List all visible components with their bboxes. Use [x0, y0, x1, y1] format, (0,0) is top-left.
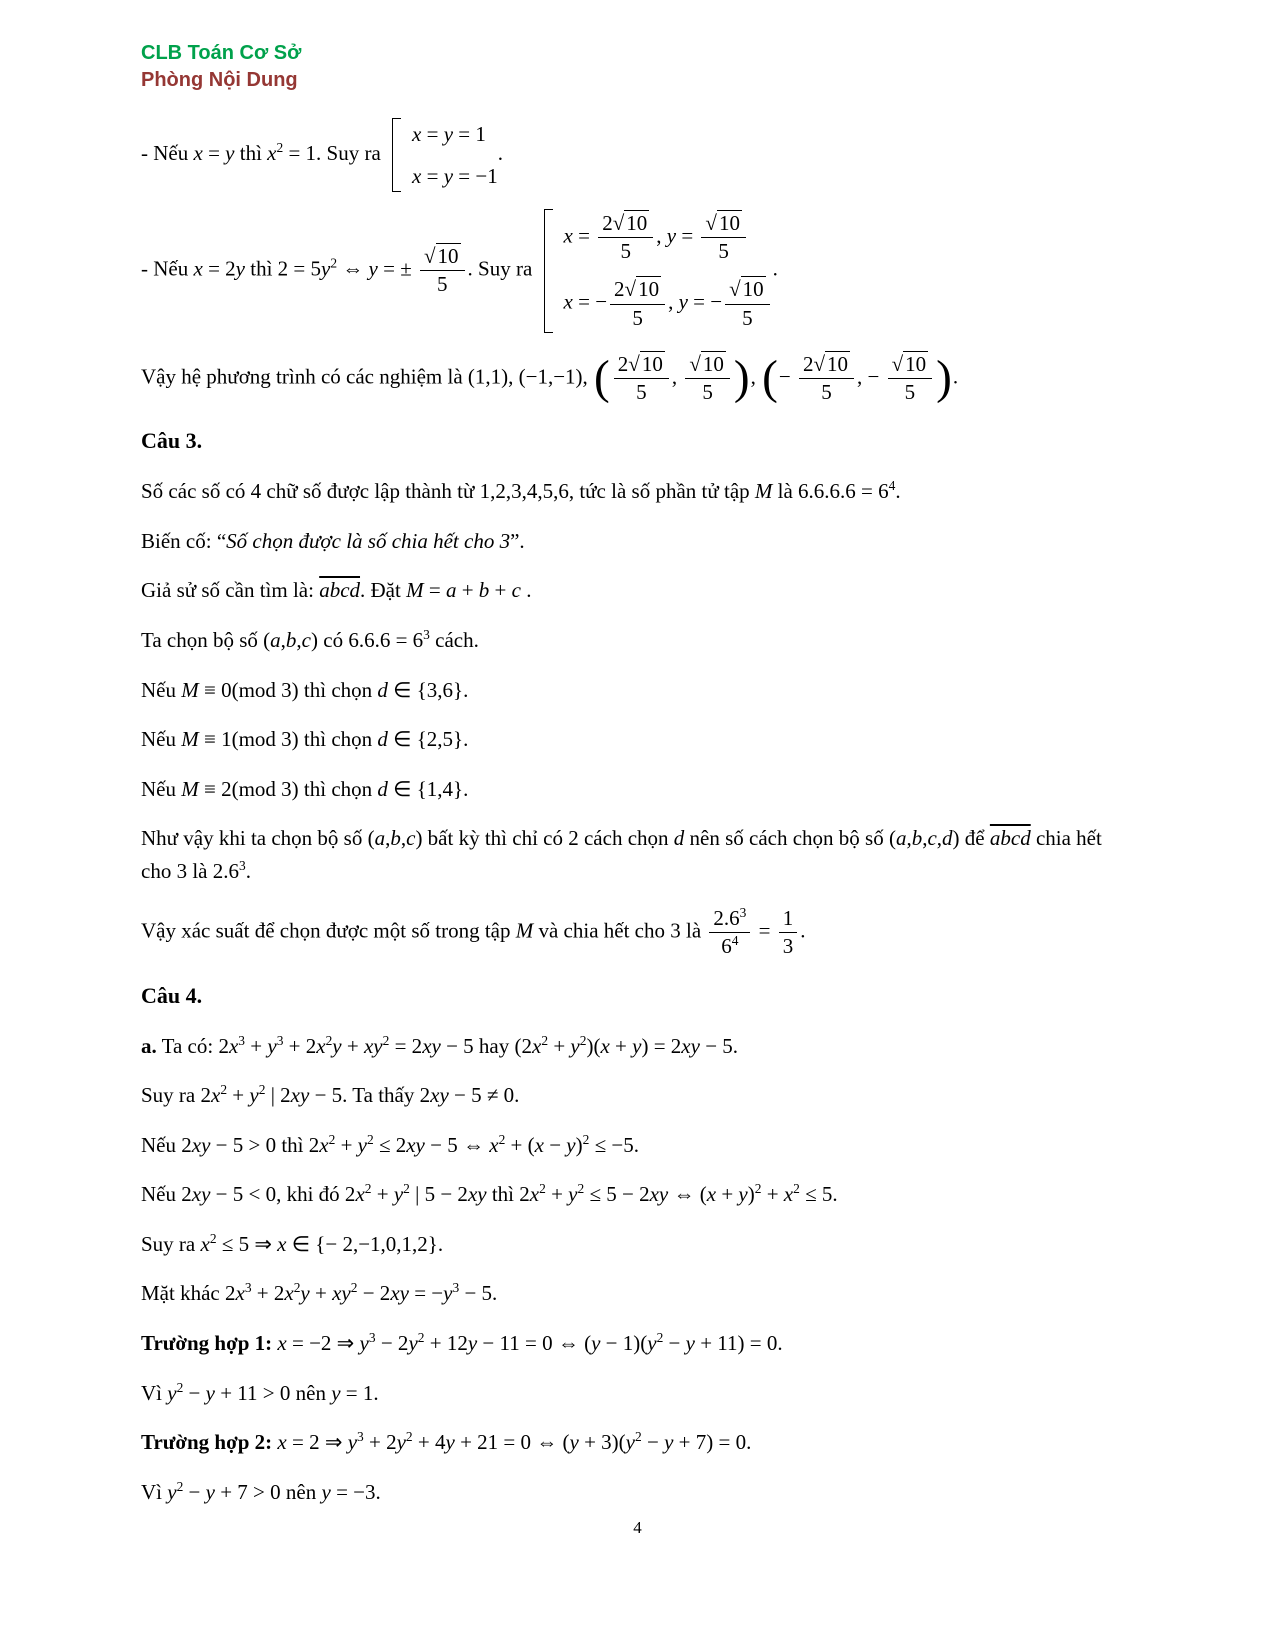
q3-count-line: Số các số có 4 chữ số được lập thành từ 1,2,3,4,5,6, tức là số phần tử tập M là $6.6.6.6 = 6^4$. — [141, 478, 901, 504]
document-body — [141, 118, 1137, 1508]
header — [141, 40, 1137, 94]
solution-case-x-eq-y: - Nếu x = y thì $x^2 = 1$. Suy ra x = y = 1 x = y = −1 . — [141, 118, 1137, 192]
solution-case-x-eq-2y: - Nếu x = 2y thì $2 = 5y^2$ ⇔ y = ± $\frac{√10}{5}$ . Suy ra x = $\frac{2√10}{5}$ , y = $\frac{√10}{5}$ x = − $\frac{2√10}{5}$ , y = − $\frac{√10}{5}$ . — [141, 209, 1137, 333]
question-3-heading: Câu 3. — [141, 428, 203, 454]
q3-probability-line: Vậy xác suất để chọn được một số trong tập M và chia hết cho 3 là $\frac{2.6^3}{6^4}$ = $\frac{1}{3}$ . — [141, 905, 806, 959]
q3-choose-abc-line: Ta chọn bộ số (a,b,c) có $6.6.6 = 6^3$ cách. — [141, 626, 479, 652]
q4-divides-line: Suy ra $2x^2 + y^2$ | 2xy − 5. Ta thấy 2xy − 5 ≠ 0. — [141, 1082, 520, 1108]
q4-case-positive-line: Nếu 2xy − 5 > 0 thì $2x^2 + y^2 \le 2xy - 5$ ⇔ $x^2 + (x - y)^2 \le -5$. — [141, 1131, 639, 1157]
header-org: CLB Toán Cơ Sở — [141, 42, 302, 64]
header-dept: Phòng Nội Dung — [141, 69, 298, 91]
q3-setup-line: Giả sử số cần tìm là: abcd. Đặt M = a + b + c . — [141, 578, 532, 603]
q3-mod1-line: Nếu M ≡ 1(mod 3) thì chọn d ∈ {2,5}. — [141, 727, 469, 752]
q3-mod2-line: Nếu M ≡ 2(mod 3) thì chọn d ∈ {1,4}. — [141, 776, 469, 801]
q4-case-1-line: Trường hợp 1: x = −2 ⇒ $y^3 - 2y^2 + 12y - 11 = 0$ ⇔ $(y - 1)(y^2 - y + 11) = 0$. — [141, 1329, 783, 1355]
page-number: 4 — [633, 1518, 642, 1537]
question-4-heading: Câu 4. — [141, 982, 203, 1008]
q4-x-range-line: Suy ra $x^2 \le 5$ ⇒ x ∈ {− 2,−1,0,1,2}. — [141, 1230, 444, 1256]
q3-count-divisible-line: Như vậy khi ta chọn bộ số (a,b,c) bất kỳ thì chỉ có 2 cách chọn d nên số cách chọn bộ số (a,b,c,d) để abcd chia hết cho 3 là $2.6^3$. — [141, 826, 1102, 883]
q4-case-negative-line: Nếu 2xy − 5 < 0, khi đó $2x^2 + y^2$ | 5 − 2xy thì $2x^2 + y^2 \le 5 - 2xy$ ⇔ $(x + y)^2 + x^2 \le 5$. — [141, 1181, 838, 1207]
solution-conclusion-system: Vậy hệ phương trình có các nghiệm là (1,1), (−1,−1), ( $\frac{2√10}{5}$ , $\frac{√10}{5}$ ), (− $\frac{2√10}{5}$ , − $\frac{√10}{5}$ ). — [141, 351, 959, 405]
q4-a-line: a. Ta có: $2x^3 + y^3 + 2x^2y + xy^2 = 2xy - 5$ hay $(2x^2 + y^2)(x + y) = 2xy - 5$. — [141, 1032, 739, 1058]
q4-otherwise-line: Mặt khác $2x^3 + 2x^2y + xy^2 - 2xy = -y^3 - 5$. — [141, 1280, 498, 1306]
q4-case-1-result-line: Vì $y^2 - y + 11 > 0$ nên y = 1. — [141, 1379, 379, 1405]
q3-mod0-line: Nếu M ≡ 0(mod 3) thì chọn d ∈ {3,6}. — [141, 677, 469, 702]
q3-event-line: Biến cố: “Số chọn được là số chia hết cho 3”. — [141, 528, 525, 553]
q4-case-2-result-line: Vì $y^2 - y + 7 > 0$ nên y = −3. — [141, 1478, 381, 1504]
q4-case-2-line: Trường hợp 2: x = 2 ⇒ $y^3 + 2y^2 + 4y + 21 = 0$ ⇔ $(y + 3)(y^2 - y + 7) = 0$. — [141, 1429, 752, 1455]
